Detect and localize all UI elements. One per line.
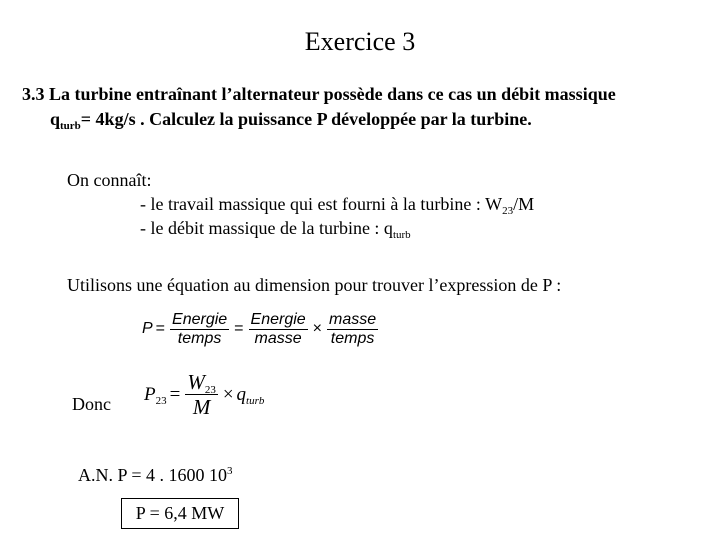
known-item-1-end: /M xyxy=(513,194,535,214)
eq2-lhs-symbol: P xyxy=(144,384,156,406)
eq1-frac3-num: masse xyxy=(329,311,377,328)
eq2-equals: = xyxy=(169,384,181,406)
application-exponent: 3 xyxy=(227,465,233,477)
eq2-q xyxy=(237,384,265,406)
eq2-den: M xyxy=(192,395,211,420)
eq2-num xyxy=(185,371,218,395)
known-item-2-text: - le débit massique de la turbine : q xyxy=(140,218,393,238)
page-title: Exercice 3 xyxy=(304,27,416,56)
eq1-frac1-num: Energie xyxy=(172,311,228,328)
known-item-2-sub: turb xyxy=(392,229,411,241)
eq1-times: × xyxy=(312,320,323,338)
eq2-lhs xyxy=(144,384,167,406)
eq1-equals: = xyxy=(155,320,166,338)
dimension-text: Utilisons une équation au dimension pour trouver l’expression de P : xyxy=(67,275,562,295)
eq1-frac3-den: temps xyxy=(330,329,375,347)
eq2-num-sub: 23 xyxy=(204,384,216,396)
question-line-2-rest: = 4kg/s . Calculez la puissance P développée par la turbine. xyxy=(80,109,532,129)
eq1-fraction-1 xyxy=(170,311,229,348)
known-intro: On connaît: xyxy=(67,170,152,190)
question-line-1: 3.3 La turbine entraînant l’alternateur possède dans ce cas un débit massique xyxy=(22,84,616,104)
eq1-lhs: P xyxy=(142,320,153,338)
eq1-fraction-2 xyxy=(249,311,308,348)
dimension-equation xyxy=(142,311,380,348)
eq1-equals-2: = xyxy=(234,320,244,338)
eq2-times: × xyxy=(222,384,234,406)
eq2-fraction xyxy=(185,371,218,419)
eq1-frac1-den: temps xyxy=(177,329,222,347)
result-box: P = 6,4 MW xyxy=(121,498,239,529)
q-subscript: turb xyxy=(60,120,81,132)
known-item-1-sub: 23 xyxy=(502,205,514,217)
question-line-2 xyxy=(50,109,532,130)
known-item-2 xyxy=(140,218,411,239)
eq2-num-symbol: W xyxy=(187,370,205,394)
numerical-application xyxy=(78,465,233,486)
eq2-q-sub: turb xyxy=(246,395,265,408)
eq1-fraction-3 xyxy=(327,311,378,348)
donc-label: Donc xyxy=(72,394,111,414)
power-equation xyxy=(144,371,264,419)
application-text: A.N. P = 4 . 1600 10 xyxy=(78,465,227,485)
q-symbol: q xyxy=(50,109,61,129)
known-item-1-text: - le travail massique qui est fourni à la turbine : W xyxy=(140,194,503,214)
eq2-lhs-sub: 23 xyxy=(155,395,167,408)
eq1-frac2-num: Energie xyxy=(250,311,306,328)
known-item-1 xyxy=(140,194,534,215)
eq1-frac2-den: masse xyxy=(254,329,302,347)
eq2-q-symbol: q xyxy=(236,384,247,406)
